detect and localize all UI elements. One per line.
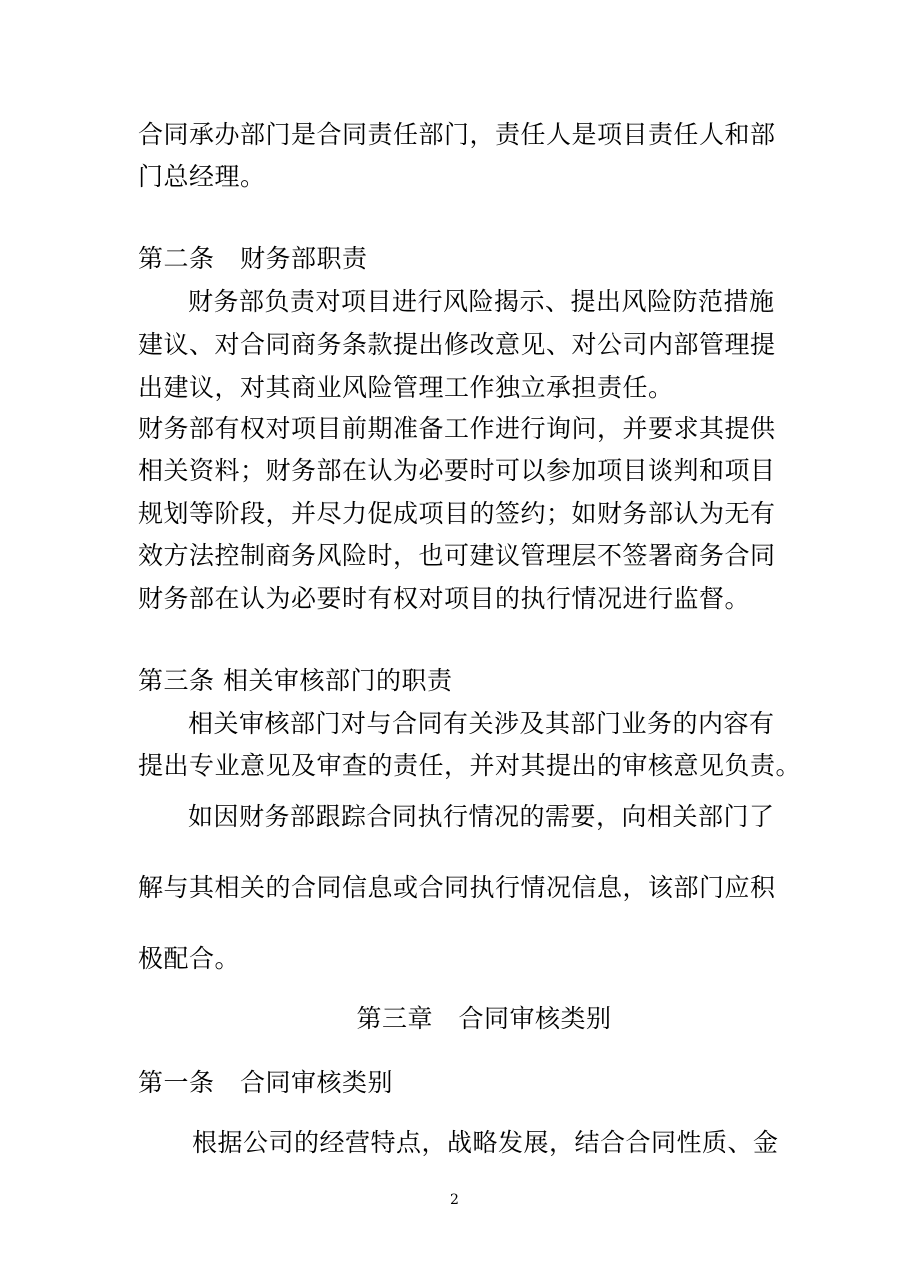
paragraph-line: 极配合。	[138, 944, 241, 973]
paragraph-line: 根据公司的经营特点，战略发展，结合合同性质、金	[192, 1128, 779, 1157]
paragraph-line: 财务部负责对项目进行风险揭示、提出风险防范措施	[188, 287, 775, 316]
chapter-heading: 第三章 合同审核类别	[356, 1004, 612, 1033]
paragraph-line: 财务部有权对项目前期准备工作进行询问，并要求其提供	[138, 414, 776, 443]
page-number: 2	[450, 1192, 459, 1208]
paragraph-line: 合同承办部门是合同责任部门，责任人是项目责任人和部	[138, 120, 776, 149]
paragraph-line: 财务部在认为必要时有权对项目的执行情况进行监督。	[138, 584, 751, 613]
article-heading: 第二条 财务部职责	[138, 244, 368, 273]
paragraph-line: 出建议，对其商业风险管理工作独立承担责任。	[138, 373, 674, 402]
paragraph-line: 相关资料；财务部在认为必要时可以参加项目谈判和项目	[138, 456, 776, 485]
article-heading: 第一条 合同审核类别	[138, 1068, 394, 1097]
paragraph-line: 解与其相关的合同信息或合同执行情况信息，该部门应积	[138, 873, 776, 902]
paragraph-line: 效方法控制商务风险时，也可建议管理层不签署商务合同	[138, 541, 776, 570]
paragraph-line: 提出专业意见及审查的责任，并对其提出的审核意见负责。	[138, 751, 802, 780]
paragraph-line: 门总经理。	[138, 162, 266, 191]
paragraph-line: 如因财务部跟踪合同执行情况的需要，向相关部门了	[188, 802, 775, 831]
article-heading: 第三条 相关审核部门的职责	[138, 666, 453, 695]
paragraph-line: 建议、对合同商务条款提出修改意见、对公司内部管理提	[138, 330, 776, 359]
paragraph-line: 规划等阶段，并尽力促成项目的签约；如财务部认为无有	[138, 499, 776, 528]
paragraph-line: 相关审核部门对与合同有关涉及其部门业务的内容有	[188, 709, 775, 738]
